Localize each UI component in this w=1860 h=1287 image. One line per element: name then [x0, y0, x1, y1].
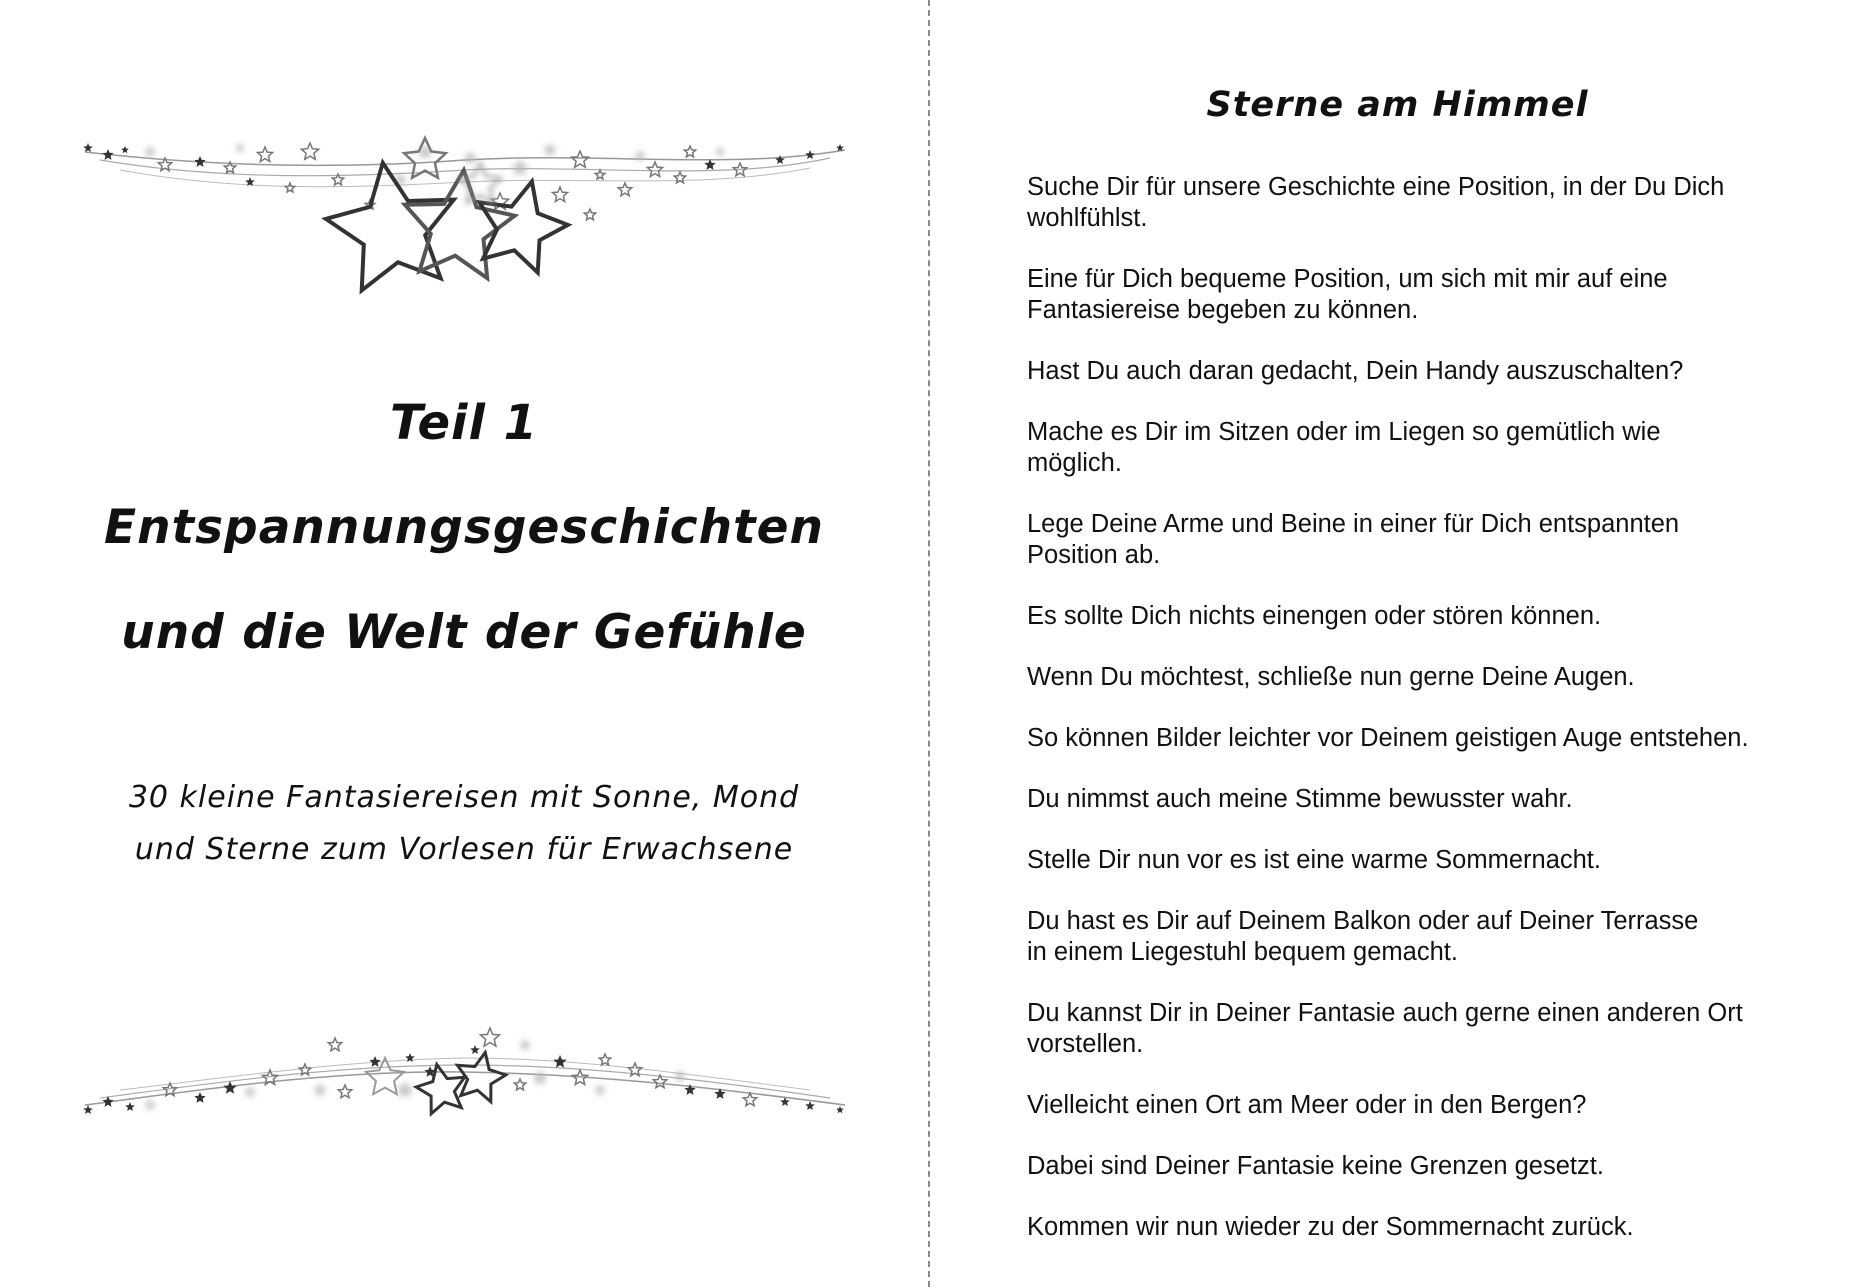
star-icon — [102, 149, 113, 160]
story-paragraph — [1027, 662, 1827, 693]
star-icon — [234, 142, 245, 153]
star-garland-icon — [80, 1010, 850, 1130]
page-divider — [928, 0, 930, 1287]
story-paragraph — [1027, 845, 1827, 876]
story-paragraph — [1027, 356, 1827, 387]
star-icon — [83, 1105, 93, 1114]
star-icon — [326, 163, 454, 291]
star-icon — [618, 183, 631, 196]
star-icon — [518, 1038, 531, 1051]
star-icon — [647, 162, 662, 177]
star-icon — [595, 170, 605, 179]
story-line: Wenn Du möchtest, schließe nun gerne Deine Augen. — [1027, 663, 1635, 691]
star-icon — [285, 183, 295, 192]
story-line: Du hast es Dir auf Deinem Balkon oder auf Deiner Terrasse — [1027, 907, 1699, 935]
star-icon — [552, 187, 567, 202]
story-line: Stelle Dir nun vor es ist eine warme Sommernacht. — [1027, 846, 1601, 874]
story-line: Fantasiereise begeben zu können. — [1027, 296, 1419, 324]
star-icon — [714, 146, 725, 157]
subtitle-line2: und Sterne zum Vorlesen für Erwachsene — [134, 832, 794, 867]
star-garland-icon — [80, 130, 850, 330]
story-line: Lege Deine Arme und Beine in einer für Dich entspannten — [1027, 510, 1680, 538]
star-icon — [775, 155, 785, 164]
star-icon — [457, 1053, 505, 1102]
story-paragraph — [1027, 172, 1827, 234]
star-icon — [143, 145, 156, 158]
star-icon — [674, 172, 685, 183]
part-title: Teil 1 — [389, 395, 539, 451]
star-icon — [470, 1045, 480, 1054]
story-line: Es sollte Dich nichts einengen oder stören können. — [1027, 602, 1602, 630]
story-line: Eine für Dich bequeme Position, um sich mit mir auf eine — [1027, 265, 1668, 293]
subtitle-line1: 30 kleine Fantasiereisen mit Sonne, Mond — [128, 780, 800, 815]
story-paragraph — [1027, 1212, 1827, 1243]
star-icon — [194, 1092, 205, 1103]
story-line: Du kannst Dir in Deiner Fantasie auch gerne einen anderen Ort — [1027, 999, 1743, 1027]
star-icon — [571, 151, 588, 167]
story-line: Du nimmst auch meine Stimme bewusster wahr. — [1027, 785, 1573, 813]
star-icon — [243, 1085, 256, 1098]
star-icon — [121, 146, 129, 153]
star-icon — [599, 1054, 610, 1065]
star-icon — [514, 1079, 525, 1090]
star-icon — [743, 1093, 756, 1106]
star-icon — [83, 143, 93, 152]
story-paragraph — [1027, 1090, 1827, 1121]
story-line: in einem Liegestuhl bequem gemacht. — [1027, 938, 1458, 966]
story-paragraph — [1027, 906, 1827, 968]
star-icon — [125, 1102, 135, 1111]
star-icon — [257, 147, 272, 162]
story-line: Position ab. — [1027, 541, 1161, 569]
story-line: Hast Du auch daran gedacht, Dein Handy auszuschalten? — [1027, 357, 1684, 385]
star-icon — [462, 150, 477, 165]
story-paragraph — [1027, 264, 1827, 326]
left-page — [0, 0, 928, 1287]
story-paragraph — [1027, 998, 1827, 1060]
star-icon — [684, 146, 695, 157]
story-line: Suche Dir für unsere Geschichte eine Position, in der Du Dich — [1027, 173, 1725, 201]
story-paragraph — [1027, 417, 1827, 479]
star-icon — [805, 150, 815, 159]
star-icon — [405, 170, 515, 278]
right-page — [935, 0, 1860, 1287]
story-line: Mache es Dir im Sitzen oder im Liegen so gemütlich wie — [1027, 418, 1661, 446]
star-icon — [542, 142, 557, 157]
star-icon — [396, 1080, 415, 1098]
star-icon — [369, 1056, 380, 1067]
star-icon — [704, 159, 715, 170]
star-icon — [511, 158, 530, 176]
story-line: Kommen wir nun wieder zu der Sommernacht zurück. — [1027, 1213, 1634, 1241]
star-icon — [312, 1082, 327, 1097]
story-paragraph — [1027, 601, 1827, 632]
story-paragraph — [1027, 1151, 1827, 1182]
main-title-line2: und die Welt der Gefühle — [121, 605, 807, 660]
star-icon — [553, 1055, 566, 1068]
story-line: So können Bilder leichter vor Deinem geistigen Auge entstehen. — [1027, 724, 1749, 752]
star-icon — [481, 1028, 500, 1046]
story-line: Dabei sind Deiner Fantasie keine Grenzen gesetzt. — [1027, 1152, 1604, 1180]
story-text — [1027, 172, 1827, 1273]
story-paragraph — [1027, 509, 1827, 571]
star-icon — [531, 1069, 548, 1085]
story-line: Vielleicht einen Ort am Meer oder in den Bergen? — [1027, 1091, 1587, 1119]
star-icon — [338, 1085, 351, 1098]
story-title: Sterne am Himmel — [1206, 85, 1589, 125]
star-icon — [836, 1106, 844, 1113]
story-line: vorstellen. — [1027, 1030, 1144, 1058]
story-line: möglich. — [1027, 449, 1122, 477]
main-title-line1: Entspannungsgeschichten — [104, 500, 824, 555]
star-icon — [593, 1083, 606, 1096]
star-icon — [805, 1101, 815, 1110]
story-line: wohlfühlst. — [1027, 204, 1148, 232]
star-icon — [584, 209, 595, 220]
star-icon — [673, 1069, 686, 1082]
star-icon — [223, 1081, 236, 1094]
story-paragraph — [1027, 784, 1827, 815]
story-paragraph — [1027, 723, 1827, 754]
star-icon — [194, 156, 205, 167]
star-icon — [328, 1038, 341, 1051]
star-icon — [301, 143, 318, 159]
star-icon — [143, 1098, 156, 1111]
